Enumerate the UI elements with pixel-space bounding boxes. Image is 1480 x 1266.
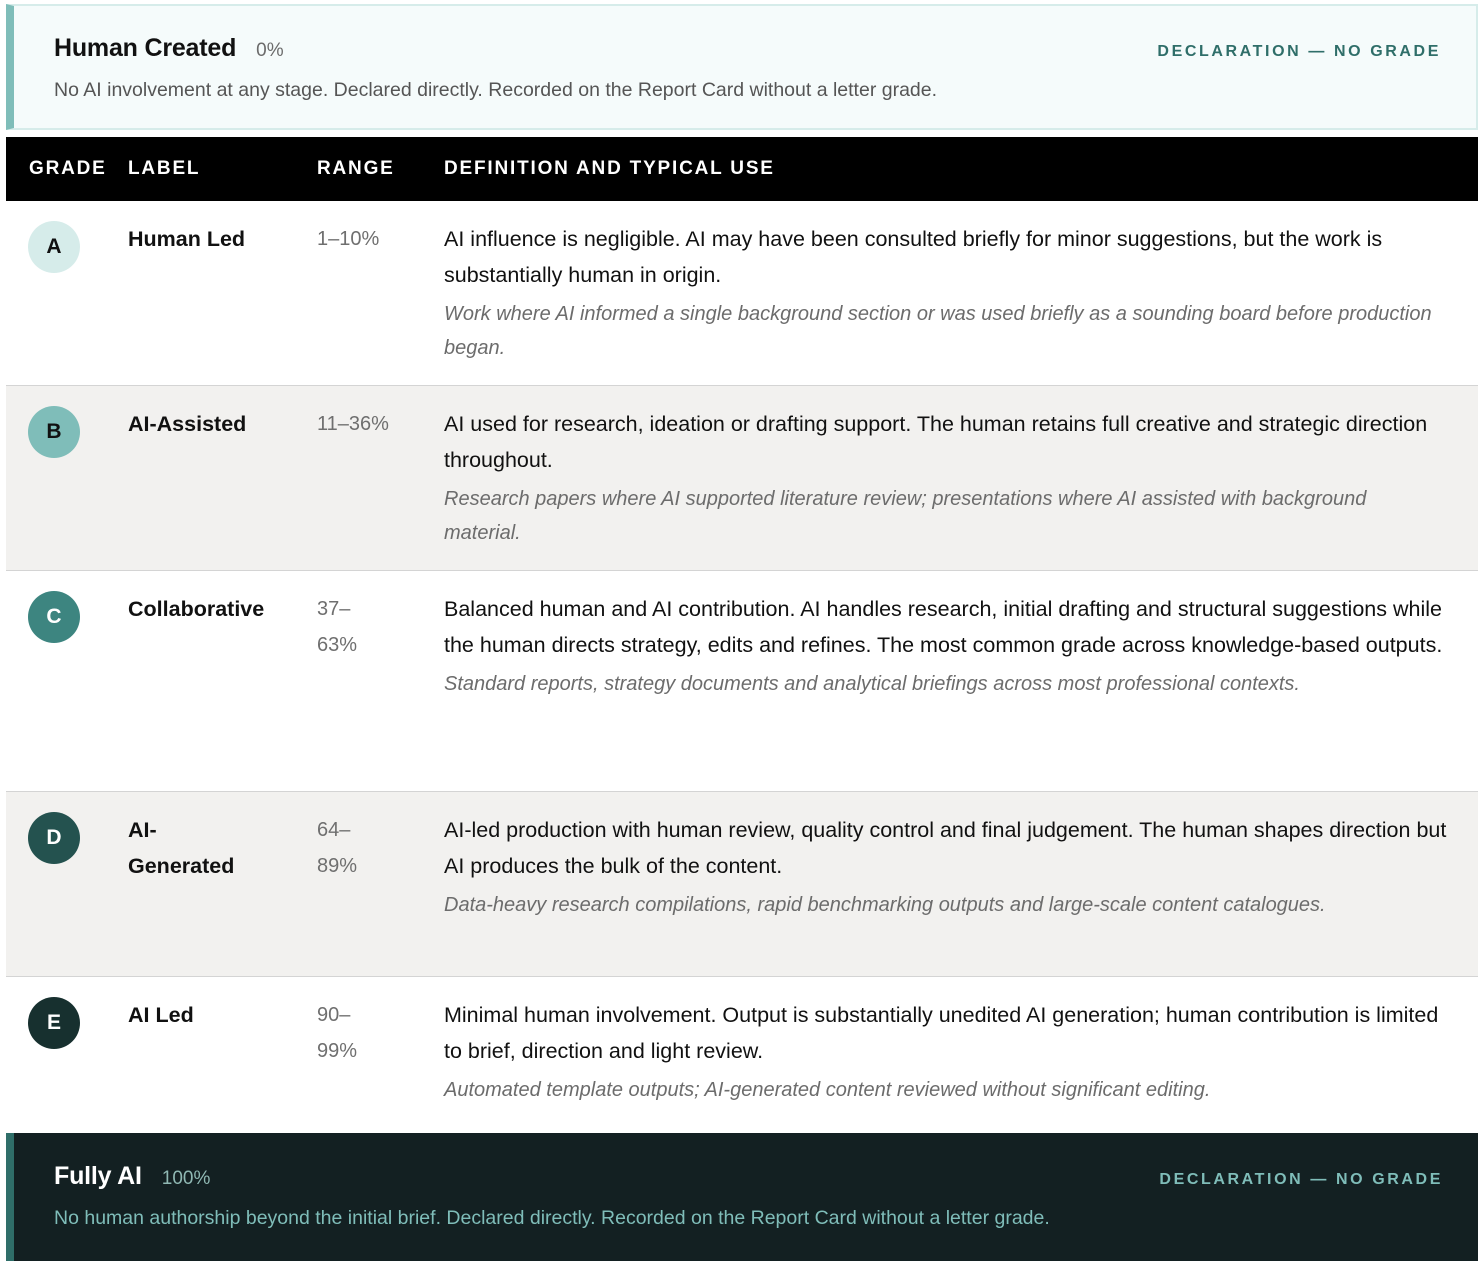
declaration-tag: DECLARATION — NO GRADE: [1157, 43, 1441, 60]
grade-range: 64–89%: [317, 819, 358, 877]
fully-ai-declaration: [6, 1133, 1478, 1261]
grade-label: Human Led: [128, 227, 246, 251]
header-definition: DEFINITION AND TYPICAL USE: [444, 158, 775, 179]
grade-definition: Balanced human and AI contribution. AI handles research, initial drafting and structural suggestions while the human directs strategy, edits and refines. The most common grade across knowledge-based outputs.: [444, 597, 1443, 657]
grade-badge: B: [28, 406, 80, 458]
grade-badge: D: [28, 812, 80, 864]
grade-definition: AI used for research, ideation or drafting support. The human retains full creative and strategic direction throughout.: [444, 412, 1428, 472]
grade-definition: AI influence is negligible. AI may have been consulted briefly for minor suggestions, but the work is substantially human in origin.: [444, 227, 1383, 287]
table-row: [6, 977, 1478, 1134]
declaration-tag: DECLARATION — NO GRADE: [1159, 1171, 1443, 1188]
table-row: [6, 201, 1478, 386]
grade-range: 11–36%: [317, 413, 389, 435]
declaration-percent: 0%: [256, 40, 284, 61]
human-created-declaration: [6, 4, 1478, 130]
header-range: RANGE: [317, 158, 395, 179]
header-label: LABEL: [128, 158, 201, 179]
grade-typical-use: Standard reports, strategy documents and analytical briefings across most professional contexts.: [444, 673, 1300, 695]
table-row: [6, 571, 1478, 792]
grade-badge: A: [28, 221, 80, 273]
declaration-description: No AI involvement at any stage. Declared directly. Recorded on the Report Card without a letter grade.: [54, 79, 938, 101]
grade-typical-use: Work where AI informed a single background section or was used briefly as a sounding board before production began.: [444, 303, 1432, 359]
header-grade: GRADE: [29, 158, 107, 179]
grade-label: AI-Assisted: [128, 412, 247, 436]
grade-range: 37–63%: [317, 598, 358, 656]
declaration-header: [54, 1162, 1443, 1191]
declaration-description: No human authorship beyond the initial brief. Declared directly. Recorded on the Report Card without a letter grade.: [54, 1207, 1050, 1229]
grade-definition: AI-led production with human review, quality control and final judgement. The human shapes direction but AI produces the bulk of the content.: [444, 818, 1447, 878]
declaration-title: Human Created: [54, 34, 237, 62]
grade-label: AI-Generated: [128, 818, 235, 878]
grade-definition: Minimal human involvement. Output is substantially unedited AI generation; human contribution is limited to brief, direction and light review.: [444, 1003, 1439, 1063]
grade-table: [6, 137, 1478, 1134]
grade-range: 1–10%: [317, 228, 380, 250]
table-row: [6, 386, 1478, 571]
grade-typical-use: Research papers where AI supported literature review; presentations where AI assisted with background material.: [444, 488, 1367, 544]
grade-badge: C: [28, 591, 80, 643]
declaration-percent: 100%: [161, 1168, 211, 1189]
declaration-header: [54, 34, 1441, 63]
grade-label: AI Led: [128, 1003, 194, 1027]
declaration-title: Fully AI: [54, 1162, 142, 1190]
grade-range: 90–99%: [317, 1004, 358, 1062]
grade-typical-use: Data-heavy research compilations, rapid benchmarking outputs and large-scale content catalogues.: [444, 894, 1326, 916]
table-row: [6, 792, 1478, 977]
grade-label: Collaborative: [128, 597, 265, 621]
grade-badge: E: [28, 997, 80, 1049]
grade-typical-use: Automated template outputs; AI-generated content reviewed without significant editing.: [444, 1079, 1211, 1101]
table-header: [6, 137, 1478, 201]
